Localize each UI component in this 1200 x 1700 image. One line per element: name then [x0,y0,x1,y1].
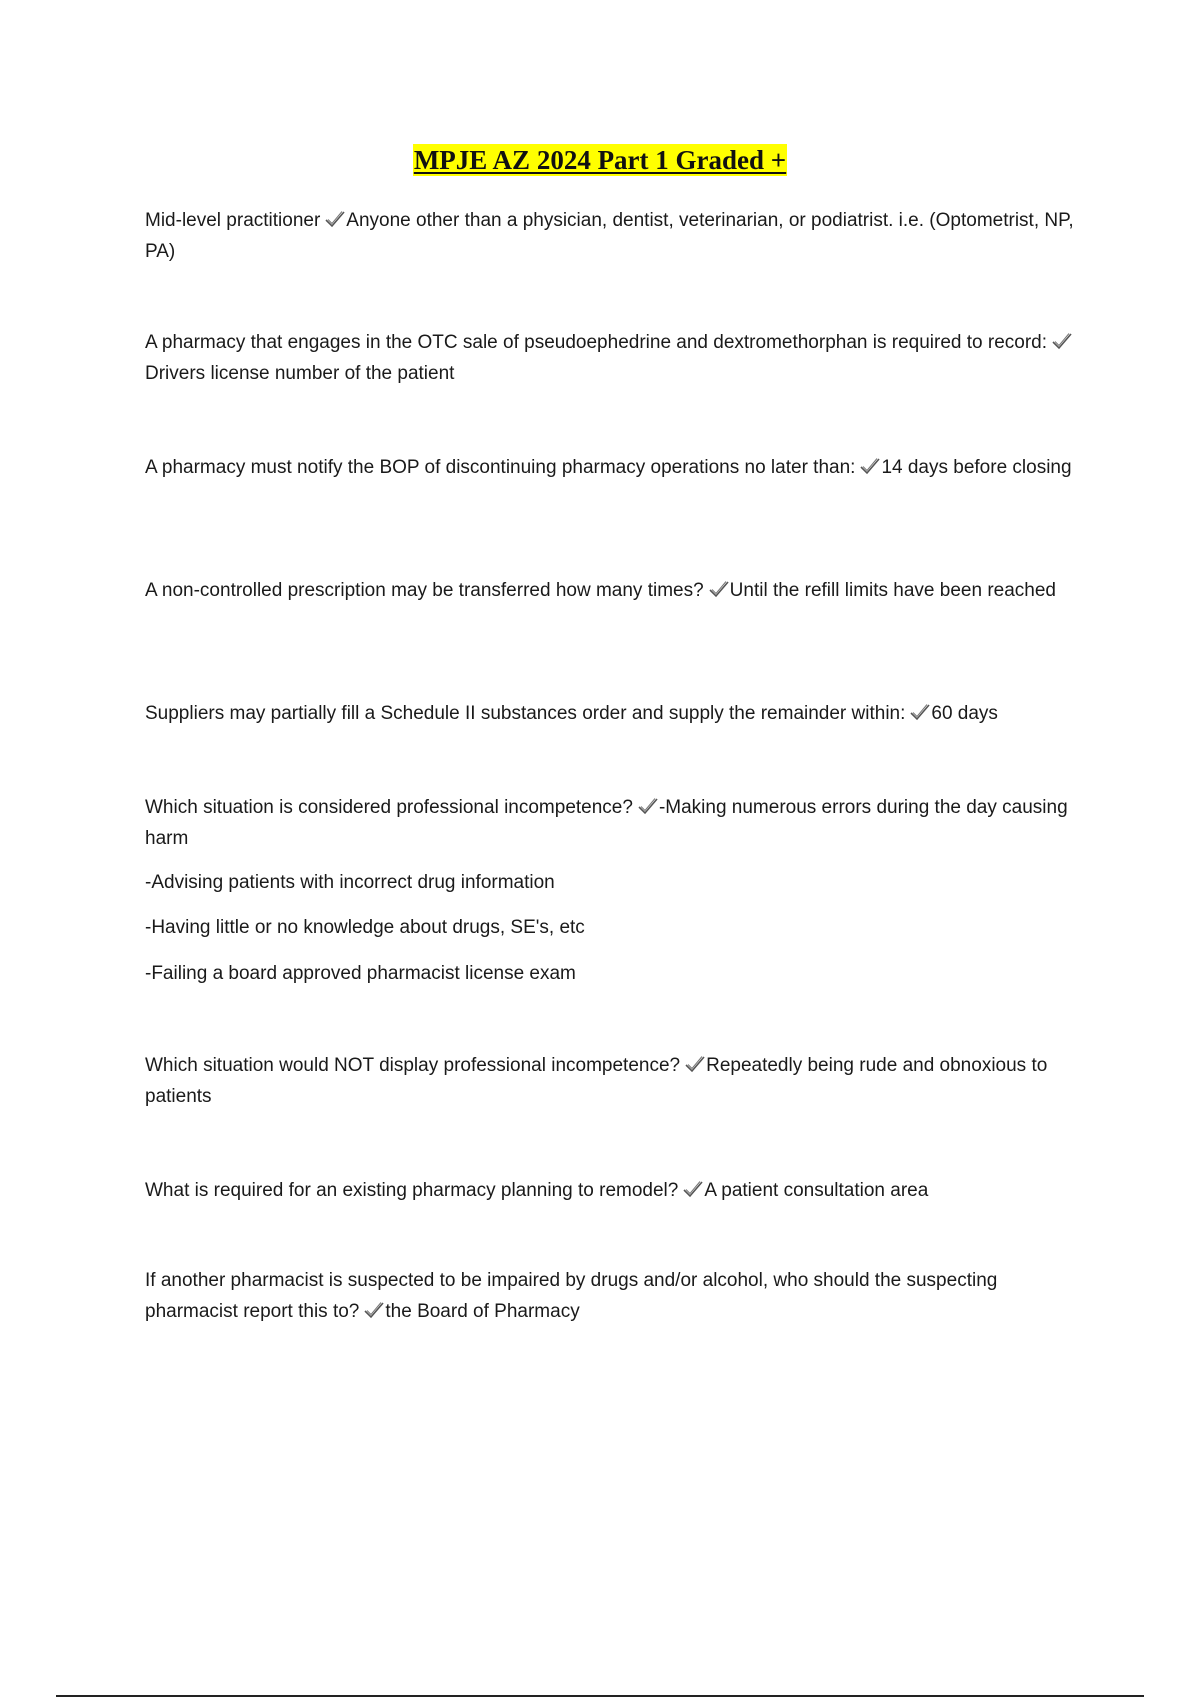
title-container [0,144,1200,176]
checkmark-icon [1051,331,1073,351]
answer-extra-line: -Having little or no knowledge about drugs, SE's, etc [145,917,585,938]
answer-text: Until the refill limits have been reached [729,580,1056,601]
checkmark-icon [324,209,346,229]
checkmark-icon [859,456,881,476]
checkmark-icon [363,1300,385,1320]
checkmark-icon [637,796,659,816]
answer-text: Drivers license number of the patient [145,363,455,384]
qa-item [145,452,1095,483]
answer-extra-line: -Advising patients with incorrect drug information [145,872,555,893]
qa-item [145,792,1095,854]
checkmark-icon [684,1054,706,1074]
question-text: Suppliers may partially fill a Schedule II substances order and supply the remainder within: [145,703,906,724]
checkmark-icon [909,702,931,722]
answer-extra-line: -Failing a board approved pharmacist license exam [145,963,576,984]
answer-text: the Board of Pharmacy [385,1301,580,1322]
answer-text: A patient consultation area [704,1180,929,1201]
answer-text: -Making numerous errors during the day causing harm [145,797,1068,849]
qa-item [145,698,1095,729]
checkmark-icon [708,579,730,599]
qa-item [145,1175,1095,1206]
question-text: A pharmacy must notify the BOP of discontinuing pharmacy operations no later than: [145,457,856,478]
qa-item [145,205,1095,267]
qa-item [145,1265,1095,1327]
checkmark-icon [682,1179,704,1199]
question-text: A non-controlled prescription may be transferred how many times? [145,580,704,601]
question-text: Which situation is considered professional incompetence? [145,797,633,818]
question-text: Which situation would NOT display professional incompetence? [145,1055,681,1076]
question-text: What is required for an existing pharmacy planning to remodel? [145,1180,679,1201]
answer-text: Anyone other than a physician, dentist, veterinarian, or podiatrist. i.e. (Optometrist, NP, PA) [145,210,1074,262]
answer-text: 60 days [931,703,998,724]
page-bottom-rule [56,1695,1144,1697]
qa-item [145,575,1095,606]
answer-text: Repeatedly being rude and obnoxious to patients [145,1055,1048,1107]
qa-item [145,1050,1095,1112]
question-text: Mid-level practitioner [145,210,321,231]
qa-item [145,327,1095,389]
question-text: If another pharmacist is suspected to be impaired by drugs and/or alcohol, who should the suspecting pharmacist report this to? [145,1270,998,1322]
answer-text: 14 days before closing [881,457,1072,478]
question-text: A pharmacy that engages in the OTC sale of pseudoephedrine and dextromethorphan is required to record: [145,332,1047,353]
page-title: MPJE AZ 2024 Part 1 Graded + [413,145,787,175]
